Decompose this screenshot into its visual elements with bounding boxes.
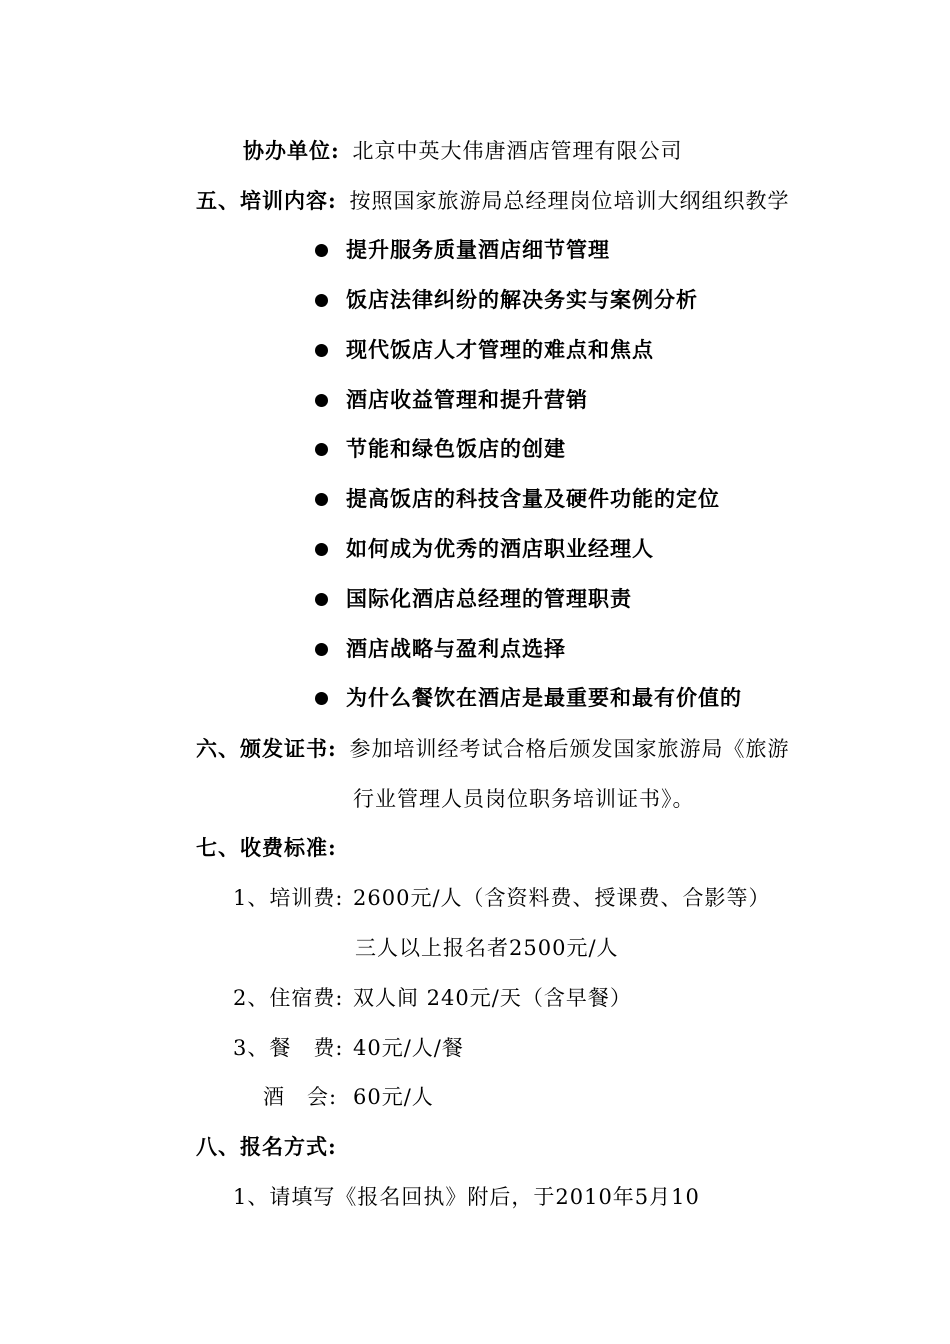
certificate-text-1: 参加培训经考试合格后颁发国家旅游局《旅游	[349, 737, 790, 761]
certificate-line	[196, 734, 789, 764]
list-item: 提升服务质量酒店细节管理	[346, 237, 610, 262]
bullet-icon	[315, 244, 328, 257]
registration-step-1: 1、请填写《报名回执》附后，于2010年5月10	[233, 1185, 700, 1209]
fees-heading: 七、收费标准:	[196, 835, 337, 860]
certificate-label: 六、颁发证书:	[196, 736, 337, 761]
list-item: 节能和绿色饭店的创建	[346, 436, 566, 461]
bullet-icon	[315, 543, 328, 556]
bullet-icon	[315, 394, 328, 407]
lodging-fee-label: 2、住宿费:	[233, 986, 344, 1010]
certificate-text-2: 行业管理人员岗位职务培训证书》。	[353, 787, 695, 811]
list-item: 饭店法律纠纷的解决务实与案例分析	[346, 287, 698, 312]
training-content-label: 五、培训内容:	[196, 188, 337, 213]
training-fee-value: 2600元/人（含资料费、授课费、合影等）	[353, 886, 771, 910]
co-organizer-line	[243, 136, 682, 166]
registration-heading: 八、报名方式:	[196, 1134, 337, 1159]
co-organizer-value: 北京中英大伟唐酒店管理有限公司	[352, 139, 683, 163]
training-fee-group: 三人以上报名者2500元/人	[355, 936, 619, 960]
list-item: 为什么餐饮在酒店是最重要和最有价值的	[346, 685, 742, 710]
training-content-value: 按照国家旅游局总经理岗位培训大纲组织教学	[349, 189, 790, 213]
list-item: 提高饭店的科技含量及硬件功能的定位	[346, 486, 720, 511]
lodging-fee-value: 双人间 240元/天（含早餐）	[353, 986, 632, 1010]
training-fee-label: 1、培训费:	[233, 886, 344, 910]
list-item: 酒店战略与盈利点选择	[346, 636, 566, 661]
bullet-icon	[315, 692, 328, 705]
co-organizer-label: 协办单位:	[243, 138, 340, 163]
meal-fee-label: 3、餐 费:	[233, 1036, 344, 1060]
list-item: 酒店收益管理和提升营销	[346, 387, 588, 412]
banquet-fee-label: 酒 会:	[263, 1085, 338, 1109]
bullet-icon	[315, 294, 328, 307]
meal-fee-value: 40元/人/餐	[353, 1036, 464, 1060]
training-content-line	[196, 186, 789, 216]
bullet-icon	[315, 344, 328, 357]
list-item: 国际化酒店总经理的管理职责	[346, 586, 632, 611]
list-item: 现代饭店人才管理的难点和焦点	[346, 337, 654, 362]
bullet-icon	[315, 643, 328, 656]
bullet-icon	[315, 443, 328, 456]
banquet-fee-value: 60元/人	[353, 1085, 434, 1109]
bullet-icon	[315, 493, 328, 506]
list-item: 如何成为优秀的酒店职业经理人	[346, 536, 654, 561]
bullet-icon	[315, 593, 328, 606]
